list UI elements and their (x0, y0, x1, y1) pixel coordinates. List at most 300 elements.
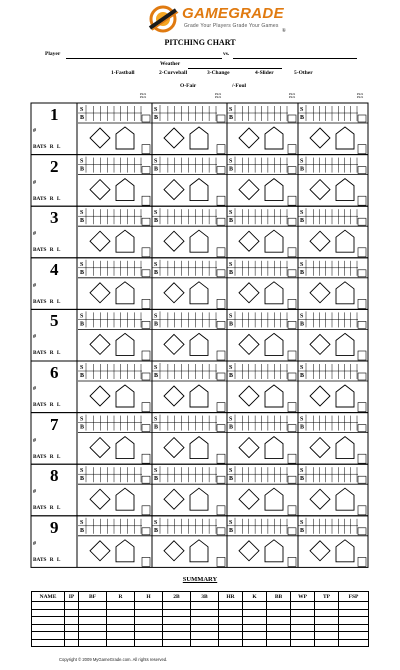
summary-cell[interactable] (267, 639, 291, 647)
summary-row (32, 639, 369, 647)
ball-label: B (300, 373, 305, 379)
ball-label: B (229, 476, 234, 483)
ball-label: B (80, 218, 85, 225)
home-plate-icon (336, 333, 354, 355)
home-plate-icon (116, 488, 134, 510)
result-box (217, 218, 225, 225)
out-box (358, 557, 366, 566)
result-box (288, 373, 296, 380)
out-box (217, 351, 225, 360)
result-code-fair: O-Fair (180, 83, 197, 89)
home-plate-icon (336, 488, 354, 510)
out-box (142, 506, 150, 515)
out-box (217, 506, 225, 515)
summary-cell[interactable] (339, 609, 369, 617)
out-box (217, 248, 225, 257)
out-box (217, 557, 225, 566)
summary-column-header: TP (315, 592, 339, 602)
field-diamond-icon (164, 489, 184, 509)
summary-cell[interactable] (65, 632, 79, 640)
out-box (142, 557, 150, 566)
out-box (217, 145, 225, 154)
strike-label: S (80, 210, 84, 217)
summary-cell[interactable] (219, 624, 243, 632)
inning-number: 7 (50, 414, 59, 434)
strike-label: S (300, 519, 304, 526)
summary-cell[interactable] (315, 632, 339, 640)
summary-cell[interactable] (79, 617, 107, 625)
ball-label: B (154, 218, 159, 225)
home-plate-icon (116, 437, 134, 459)
home-plate-icon (190, 437, 208, 459)
summary-cell[interactable] (291, 624, 315, 632)
result-box (288, 270, 296, 277)
bats-side-label: BATS R L (33, 505, 61, 512)
field-diamond-icon (164, 180, 184, 200)
summary-column-header: 2B (163, 592, 191, 602)
result-box (358, 115, 366, 122)
inning-number: 3 (50, 208, 59, 228)
summary-column-header: 3B (191, 592, 219, 602)
summary-column-header: BF (79, 592, 107, 602)
summary-cell[interactable] (315, 624, 339, 632)
summary-cell[interactable] (107, 602, 135, 610)
summary-cell[interactable] (65, 639, 79, 647)
result-code-foul: /-Foul (232, 83, 247, 89)
home-plate-icon (190, 488, 208, 510)
result-box (288, 167, 296, 174)
ball-label: B (80, 321, 85, 328)
summary-cell[interactable] (219, 617, 243, 625)
out-box (358, 299, 366, 308)
bats-side-label: BATS R L (33, 247, 61, 254)
field-diamond-icon (239, 541, 259, 561)
summary-cell[interactable] (135, 624, 163, 632)
pitch-code-fastball: 1-Fastball (111, 70, 135, 76)
out-box (217, 196, 225, 205)
registered-mark: ® (282, 29, 286, 34)
pitch-column-label-4-bottom: Pitch (356, 95, 364, 99)
ball-label: B (154, 476, 159, 483)
home-plate-icon (190, 385, 208, 407)
summary-cell[interactable] (107, 639, 135, 647)
ball-label: B (229, 373, 234, 379)
strike-label: S (300, 365, 304, 371)
out-box (288, 454, 296, 463)
field-diamond-icon (90, 489, 110, 509)
summary-column-header: HR (219, 592, 243, 602)
summary-cell[interactable] (291, 632, 315, 640)
summary-cell[interactable] (191, 632, 219, 640)
summary-cell[interactable] (163, 609, 191, 617)
summary-cell[interactable] (267, 609, 291, 617)
ball-label: B (300, 269, 305, 276)
summary-cell[interactable] (135, 617, 163, 625)
result-box (217, 476, 225, 483)
bats-side-label: BATS R L (33, 195, 61, 202)
field-diamond-icon (310, 180, 330, 200)
player-label: Player (45, 51, 61, 57)
ball-label: B (80, 166, 85, 173)
field-diamond-icon (239, 386, 259, 406)
home-plate-icon (116, 282, 134, 304)
home-plate-icon (265, 230, 283, 252)
summary-cell[interactable] (243, 632, 267, 640)
summary-cell[interactable] (339, 602, 369, 610)
summary-cell[interactable] (65, 617, 79, 625)
summary-header-row (32, 592, 369, 602)
result-box (288, 218, 296, 225)
summary-column-header: BB (267, 592, 291, 602)
inning-number: 8 (50, 466, 59, 486)
pitch-code-change: 3-Change (207, 70, 230, 76)
summary-cell[interactable] (291, 609, 315, 617)
field-diamond-icon (310, 438, 330, 458)
home-plate-icon (265, 127, 283, 149)
summary-cell[interactable] (291, 639, 315, 647)
strike-label: S (80, 519, 84, 526)
result-box (217, 528, 225, 535)
summary-cell[interactable] (315, 602, 339, 610)
inning-number: 9 (50, 517, 59, 537)
out-box (288, 299, 296, 308)
strike-label: S (154, 313, 158, 320)
result-box (217, 270, 225, 277)
out-box (358, 196, 366, 205)
summary-row (32, 609, 369, 617)
summary-cell[interactable] (243, 609, 267, 617)
home-plate-icon (336, 540, 354, 562)
ball-label: B (80, 527, 85, 534)
home-plate-icon (116, 540, 134, 562)
out-box (288, 248, 296, 257)
out-box (142, 299, 150, 308)
strike-label: S (80, 468, 84, 475)
summary-cell[interactable] (315, 609, 339, 617)
ball-label: B (80, 476, 85, 483)
summary-cell[interactable] (191, 602, 219, 610)
summary-cell[interactable] (191, 617, 219, 625)
summary-cell[interactable] (339, 639, 369, 647)
summary-row (32, 617, 369, 625)
inning-number: 4 (50, 259, 59, 279)
home-plate-icon (336, 437, 354, 459)
summary-cell[interactable] (291, 617, 315, 625)
summary-cell[interactable] (191, 639, 219, 647)
field-diamond-icon (310, 489, 330, 509)
summary-cell[interactable] (79, 609, 107, 617)
out-box (217, 454, 225, 463)
summary-cell[interactable] (107, 632, 135, 640)
result-box (288, 528, 296, 535)
field-diamond-icon (239, 231, 259, 251)
field-diamond-icon (164, 334, 184, 354)
out-box (358, 248, 366, 257)
out-box (288, 557, 296, 566)
summary-cell[interactable] (79, 624, 107, 632)
ball-label: B (154, 269, 159, 276)
strike-label: S (300, 416, 304, 423)
ball-label: B (154, 166, 159, 173)
summary-cell[interactable] (191, 609, 219, 617)
summary-cell[interactable] (107, 609, 135, 617)
summary-cell[interactable] (32, 624, 65, 632)
strike-label: S (300, 261, 304, 268)
ball-label: B (80, 424, 85, 431)
strike-label: S (154, 261, 158, 268)
home-plate-icon (190, 179, 208, 201)
summary-cell[interactable] (135, 602, 163, 610)
home-plate-icon (265, 179, 283, 201)
result-box (142, 115, 150, 122)
home-plate-icon (190, 333, 208, 355)
pitch-column-label-1-top: Pitch (139, 92, 147, 96)
field-diamond-icon (164, 541, 184, 561)
field-diamond-icon (310, 231, 330, 251)
summary-cell[interactable] (267, 617, 291, 625)
field-diamond-icon (90, 128, 110, 148)
field-diamond-icon (90, 541, 110, 561)
summary-cell[interactable] (65, 609, 79, 617)
field-diamond-icon (239, 334, 259, 354)
ball-label: B (80, 269, 85, 276)
pitch-code-other: 5-Other (294, 70, 313, 76)
out-box (288, 196, 296, 205)
field-diamond-icon (90, 438, 110, 458)
strike-label: S (154, 468, 158, 475)
ball-label: B (300, 218, 305, 225)
field-diamond-icon (90, 386, 110, 406)
pitch-column-label-3-bottom: Pitch (288, 95, 296, 99)
summary-cell[interactable] (32, 609, 65, 617)
home-plate-icon (190, 230, 208, 252)
result-box (217, 373, 225, 380)
strike-label: S (80, 107, 84, 113)
summary-column-header: K (243, 592, 267, 602)
pitch-column-label-1-bottom: Pitch (139, 95, 147, 99)
ball-label: B (300, 321, 305, 328)
home-plate-icon (116, 385, 134, 407)
summary-cell[interactable] (219, 602, 243, 610)
bats-side-label: BATS R L (33, 144, 61, 150)
out-box (288, 351, 296, 360)
summary-cell[interactable] (163, 617, 191, 625)
strike-label: S (229, 313, 233, 320)
summary-cell[interactable] (243, 617, 267, 625)
home-plate-icon (265, 282, 283, 304)
strike-label: S (229, 365, 233, 371)
field-diamond-icon (164, 231, 184, 251)
result-box (142, 270, 150, 277)
home-plate-icon (336, 282, 354, 304)
summary-cell[interactable] (315, 617, 339, 625)
result-box (288, 425, 296, 432)
field-diamond-icon (164, 128, 184, 148)
strike-label: S (154, 210, 158, 217)
out-box (288, 403, 296, 412)
summary-cell[interactable] (65, 602, 79, 610)
out-box (217, 403, 225, 412)
home-plate-icon (190, 127, 208, 149)
field-diamond-icon (90, 231, 110, 251)
ball-label: B (229, 527, 234, 534)
result-box (142, 321, 150, 328)
field-diamond-icon (164, 283, 184, 303)
strike-label: S (80, 261, 84, 268)
home-plate-icon (265, 488, 283, 510)
summary-cell[interactable] (107, 624, 135, 632)
summary-cell[interactable] (219, 639, 243, 647)
summary-row (32, 602, 369, 610)
bats-side-label: BATS R L (33, 402, 61, 408)
strike-label: S (229, 468, 233, 475)
summary-cell[interactable] (32, 632, 65, 640)
strike-label: S (229, 158, 233, 165)
strike-label: S (300, 107, 304, 113)
summary-cell[interactable] (163, 632, 191, 640)
copyright-notice: Copyright © 2009 MyGameGrade.com. All rights reserved. (59, 657, 168, 662)
field-diamond-icon (239, 180, 259, 200)
summary-cell[interactable] (163, 624, 191, 632)
ball-label: B (154, 115, 159, 121)
result-box (142, 167, 150, 174)
summary-cell[interactable] (79, 639, 107, 647)
summary-column-header: FSP (339, 592, 369, 602)
batter-number-label: # (33, 179, 36, 186)
out-box (358, 454, 366, 463)
ball-label: B (229, 166, 234, 173)
ball-label: B (229, 218, 234, 225)
field-diamond-icon (310, 283, 330, 303)
strike-label: S (229, 519, 233, 526)
batter-number-label: # (33, 282, 36, 289)
out-box (142, 248, 150, 257)
out-box (217, 299, 225, 308)
summary-cell[interactable] (243, 624, 267, 632)
strike-label: S (154, 519, 158, 526)
summary-cell[interactable] (135, 609, 163, 617)
ball-label: B (229, 269, 234, 276)
ball-label: B (300, 424, 305, 431)
summary-column-header: R (107, 592, 135, 602)
summary-cell[interactable] (135, 632, 163, 640)
strike-label: S (300, 468, 304, 475)
result-box (288, 321, 296, 328)
strike-label: S (300, 313, 304, 320)
strike-label: S (229, 210, 233, 217)
result-box (358, 167, 366, 174)
out-box (142, 145, 150, 154)
logo-tagline: Grade Your Players Grade Your Games (184, 23, 279, 29)
result-box (142, 476, 150, 483)
strike-label: S (229, 416, 233, 423)
chart-title: PITCHING CHART (164, 38, 236, 47)
summary-table (31, 591, 369, 647)
out-box (358, 403, 366, 412)
summary-cell[interactable] (291, 602, 315, 610)
summary-cell[interactable] (267, 624, 291, 632)
result-box (217, 115, 225, 122)
summary-cell[interactable] (32, 639, 65, 647)
summary-cell[interactable] (219, 609, 243, 617)
result-box (358, 321, 366, 328)
summary-cell[interactable] (243, 639, 267, 647)
result-box (358, 425, 366, 432)
result-box (217, 425, 225, 432)
batter-number-label: # (33, 540, 36, 547)
result-box (358, 373, 366, 380)
field-diamond-icon (90, 334, 110, 354)
result-box (288, 476, 296, 483)
strike-label: S (154, 416, 158, 423)
summary-cell[interactable] (339, 632, 369, 640)
batter-number-label: # (33, 231, 36, 238)
home-plate-icon (265, 540, 283, 562)
home-plate-icon (265, 333, 283, 355)
field-diamond-icon (310, 128, 330, 148)
summary-column-header: WP (291, 592, 315, 602)
home-plate-icon (336, 179, 354, 201)
home-plate-icon (116, 230, 134, 252)
summary-cell[interactable] (163, 602, 191, 610)
summary-cell[interactable] (79, 602, 107, 610)
summary-cell[interactable] (267, 602, 291, 610)
summary-cell[interactable] (339, 617, 369, 625)
home-plate-icon (116, 333, 134, 355)
bats-side-label: BATS R L (33, 556, 61, 563)
inning-number: 1 (50, 105, 59, 124)
summary-cell[interactable] (163, 639, 191, 647)
strike-label: S (229, 107, 233, 113)
summary-cell[interactable] (65, 624, 79, 632)
field-diamond-icon (310, 541, 330, 561)
field-diamond-icon (164, 386, 184, 406)
summary-cell[interactable] (79, 632, 107, 640)
strike-label: S (80, 365, 84, 371)
ball-label: B (229, 321, 234, 328)
strike-label: S (80, 313, 84, 320)
field-diamond-icon (239, 438, 259, 458)
result-box (358, 270, 366, 277)
home-plate-icon (336, 230, 354, 252)
home-plate-icon (190, 282, 208, 304)
summary-cell[interactable] (107, 617, 135, 625)
result-box (358, 528, 366, 535)
summary-cell[interactable] (191, 624, 219, 632)
summary-cell[interactable] (219, 632, 243, 640)
summary-cell[interactable] (315, 639, 339, 647)
summary-cell[interactable] (243, 602, 267, 610)
field-diamond-icon (239, 128, 259, 148)
strike-label: S (154, 158, 158, 165)
summary-cell[interactable] (32, 602, 65, 610)
summary-column-header: NAME (32, 592, 65, 602)
summary-cell[interactable] (267, 632, 291, 640)
pitch-column-label-2-bottom: Pitch (214, 95, 222, 99)
batter-number-label: # (33, 128, 36, 134)
summary-cell[interactable] (339, 624, 369, 632)
result-box (142, 373, 150, 380)
out-box (142, 196, 150, 205)
summary-cell[interactable] (135, 639, 163, 647)
out-box (358, 506, 366, 515)
inning-number: 6 (50, 363, 59, 382)
strike-label: S (80, 158, 84, 165)
field-diamond-icon (239, 283, 259, 303)
result-box (217, 321, 225, 328)
summary-cell[interactable] (32, 617, 65, 625)
summary-row (32, 624, 369, 632)
